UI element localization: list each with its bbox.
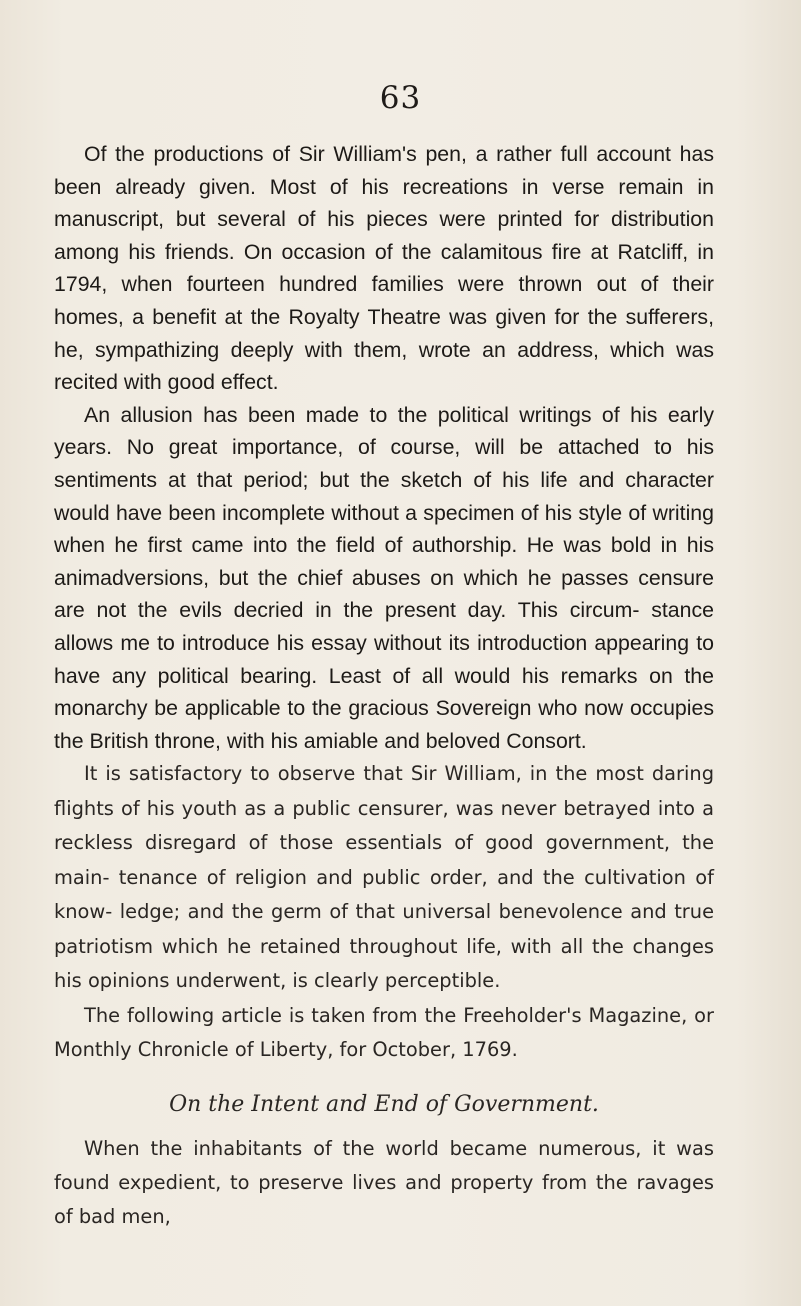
paragraph-inhabitants: When the inhabitants of the world became numerous, it was found expedient, to preserve lives and property from the ravages of bad men, bbox=[54, 1136, 714, 1228]
section-heading: On the Intent and End of Government. bbox=[169, 1091, 599, 1117]
paragraph-public-censurer: It is satisfactory to observe that Sir William, in the most daring flights of his youth as a public censurer, was never betrayed into a reckless disregard of those essentials of good government, the main- tenance of religion and public order, and the cultivation of know- ledge; and the germ of that universal benevolence and true patriotism which he retained throughout life, with all the changes his opinions underwent, is clearly perceptible. bbox=[54, 762, 714, 993]
paragraph-following-article: The following article is taken from the Freeholder's Magazine, or Monthly Chronicle of Liberty, for October, 1769. bbox=[54, 1003, 714, 1062]
page-number: 63 bbox=[379, 80, 422, 116]
paragraph-productions: Of the productions of Sir William's pen, a rather full account has been already given. Most of his recreations in verse remain in manuscript, but several of his pieces were printed for distribution among his friends. On occasion of the calamitous fire at Ratcliff, in 1794, when fourteen hundred families were thrown out of their homes, a benefit at the Royalty Theatre was given for the sufferers, he, sympathizing deeply with them, wrote an address, which was recited with good effect. bbox=[54, 142, 714, 395]
body-text bbox=[54, 138, 714, 1234]
paragraph-political-writings: An allusion has been made to the political writings of his early years. No great importance, of course, will be attached to his sentiments at that period; but the sketch of his life and character would have been incomplete without a specimen of his style of writing when he first came into the field of authorship. He was bold in his animadversions, but the chief abuses on which he passes censure are not the evils decried in the present day. This circum- stance allows me to introduce his essay without its introduction appearing to have any political bearing. Least of all would his remarks on the monarchy be applicable to the gracious Sovereign who now occupies the British throne, with his amiable and beloved Consort. bbox=[54, 402, 714, 753]
